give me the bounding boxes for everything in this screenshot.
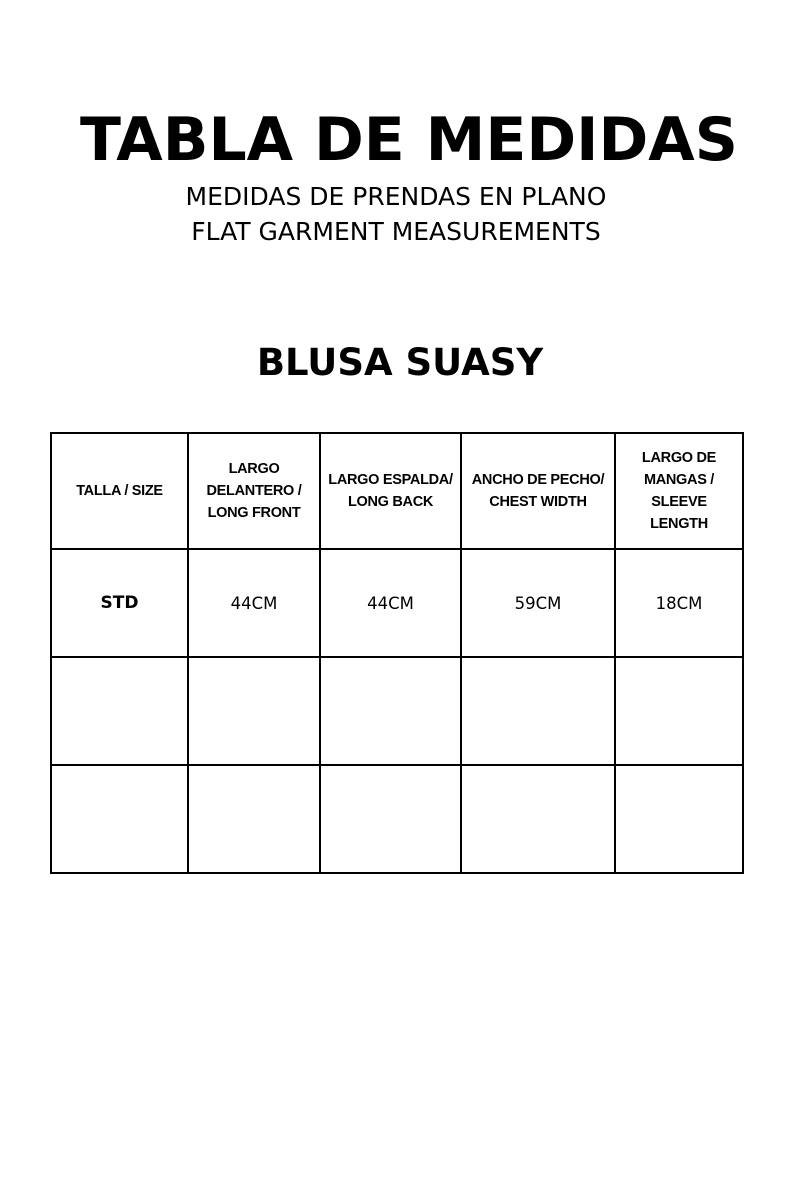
subtitle-english: FLAT GARMENT MEASUREMENTS <box>191 217 601 246</box>
table-row <box>51 657 743 765</box>
table-row <box>51 765 743 873</box>
table-cell-long-front <box>188 765 320 873</box>
table-cell-long-front: 44CM <box>188 549 320 657</box>
table-cell-chest-width <box>461 657 615 765</box>
table-cell-chest-width <box>461 765 615 873</box>
table-cell-sleeve-length <box>615 765 743 873</box>
table-header-row <box>51 433 743 549</box>
table-cell-size <box>51 657 188 765</box>
column-header-size: TALLA / SIZE <box>51 433 188 549</box>
column-header-long-back: LARGO ESPALDA/ LONG BACK <box>320 433 461 549</box>
table-cell-sleeve-length: 18CM <box>615 549 743 657</box>
table-cell-chest-width: 59CM <box>461 549 615 657</box>
table-cell-long-front <box>188 657 320 765</box>
table-cell-size <box>51 765 188 873</box>
column-header-sleeve-length: LARGO DE MANGAS / SLEEVE LENGTH <box>615 433 743 549</box>
table-cell-long-back <box>320 657 461 765</box>
table-cell-sleeve-length <box>615 657 743 765</box>
product-name: BLUSA SUASY <box>256 341 544 384</box>
column-header-long-front: LARGO DELANTERO / LONG FRONT <box>188 433 320 549</box>
table-cell-size: STD <box>51 549 188 657</box>
page-title: TABLA DE MEDIDAS <box>80 105 738 175</box>
table-cell-long-back <box>320 765 461 873</box>
column-header-chest-width: ANCHO DE PECHO/ CHEST WIDTH <box>461 433 615 549</box>
size-chart-table <box>50 432 744 874</box>
table-row <box>51 549 743 657</box>
table-cell-long-back: 44CM <box>320 549 461 657</box>
subtitle-spanish: MEDIDAS DE PRENDAS EN PLANO <box>185 182 607 211</box>
